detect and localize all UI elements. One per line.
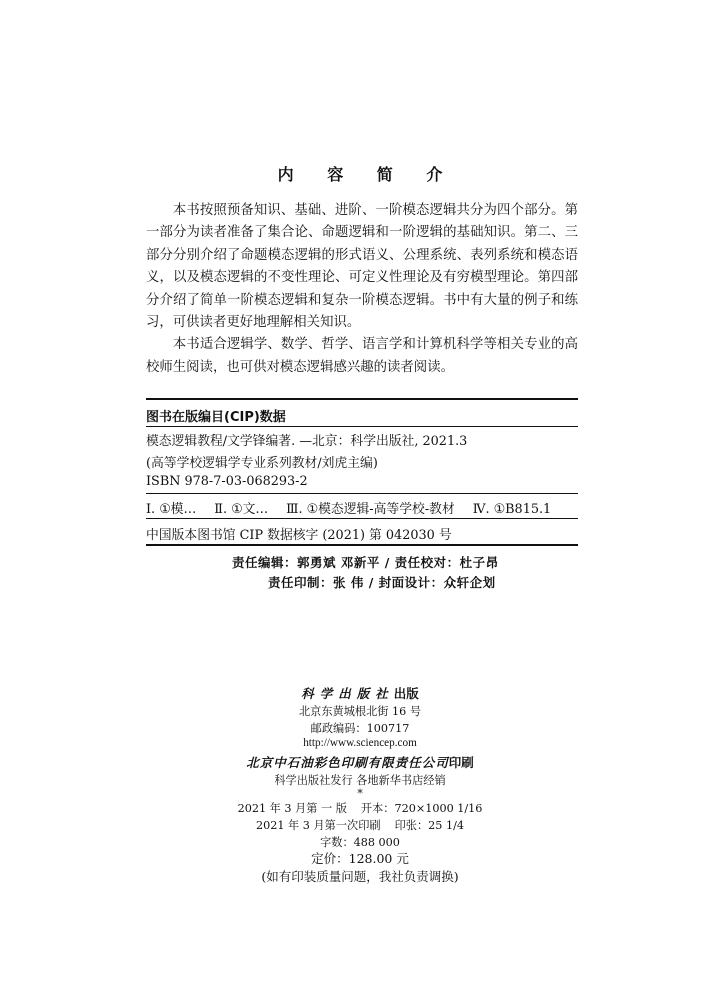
separator-star: * [357,787,363,800]
summary-p1-line: 习，可供读者更好地理解相关知识。 [146,315,361,331]
publisher-name-line [0,684,720,702]
publisher-name-suffix: 出版 [393,686,419,701]
cip-heading-rule [146,426,578,427]
summary-p2-line: 校师生阅读，也可供对模态逻辑感兴趣的读者阅读。 [146,359,454,375]
printer-name: 北京中石油彩色印刷有限责任公司 [246,755,449,770]
publisher-postcode: 邮政编码：100717 [310,722,410,735]
summary-p1-line: 一部分为读者准备了集合论、命题逻辑和一阶逻辑的基础知识。第二、三 [146,225,578,241]
cip-class-3: Ⅲ. ①模态逻辑-高等学校-教材 [286,502,455,517]
cip-class-4: Ⅳ. ①B815.1 [472,502,552,517]
publisher-address: 北京东黄城根北街 16 号 [298,705,422,718]
printing-date: 2021 年 3 月第一次印刷 [256,819,381,832]
format-size: 开本：720×1000 1/16 [360,802,483,815]
cip-bottom-rule [146,544,578,546]
printing-line [0,817,720,833]
summary-p2-line: 本书适合逻辑学、数学、哲学、语言学和计算机科学等相关专业的高 [172,337,578,353]
cip-class-1: Ⅰ. ①模… [146,502,197,517]
summary-p1-line: 部分分别介绍了命题模态逻辑的形式语义、公理系统、表列系统和模态语 [146,247,578,263]
printed-sheets: 印张：25 1/4 [394,819,464,832]
cip-classification [146,498,551,517]
printer-line [0,753,720,771]
cip-isbn: ISBN 978-7-03-068293-2 [146,474,308,489]
price: 定价：128.00 元 [311,851,409,866]
edition-line [0,800,720,816]
credits-line-1: 责任编辑：郭勇斌 邓新平 / 责任校对：杜子昂 [232,555,499,570]
cip-class-2: Ⅱ. ①文… [214,502,269,517]
summary-paragraph-2 [146,334,578,379]
summary-p1-line: 本书按照预备知识、基础、进阶、一阶模态逻辑共分为四个部分。第 [172,203,578,218]
cip-heading: 图书在版编目(CIP)数据 [146,410,286,425]
page-title: 内 容 简 介 [277,165,457,184]
cip-series-line: (高等学校逻辑学专业系列教材/刘虎主编) [146,456,378,471]
summary-text [146,200,578,379]
cip-isbn-rule [146,493,578,494]
summary-paragraph-1 [146,200,578,334]
cip-top-rule [146,398,578,400]
cip-title-line: 模态逻辑教程/文学锋编著. —北京：科学出版社, 2021.3 [146,434,468,449]
quality-notice: (如有印装质量问题，我社负责调换) [261,869,459,884]
distribution-line: 科学出版社发行 各地新华书店经销 [274,774,446,787]
publisher-url: http://www.sciencep.com [303,737,417,749]
summary-p1-line: 义，以及模态逻辑的不变性理论、可定义性理论及有穷模型理论。第四部 [146,270,578,286]
summary-p1-line: 分介绍了简单一阶模态逻辑和复杂一阶模态逻辑。书中有大量的例子和练 [146,292,578,308]
word-count: 字数：488 000 [320,836,400,849]
printer-suffix: 印刷 [448,755,474,770]
cip-class-rule [146,518,578,519]
edition-date: 2021 年 3 月第 一 版 [237,802,347,815]
credits-line-2: 责任印制：张 伟 / 封面设计：众轩企划 [268,575,496,590]
cip-number: 中国版本图书馆 CIP 数据核字 (2021) 第 042030 号 [146,528,452,543]
publisher-name: 科学出版社 [301,686,394,701]
